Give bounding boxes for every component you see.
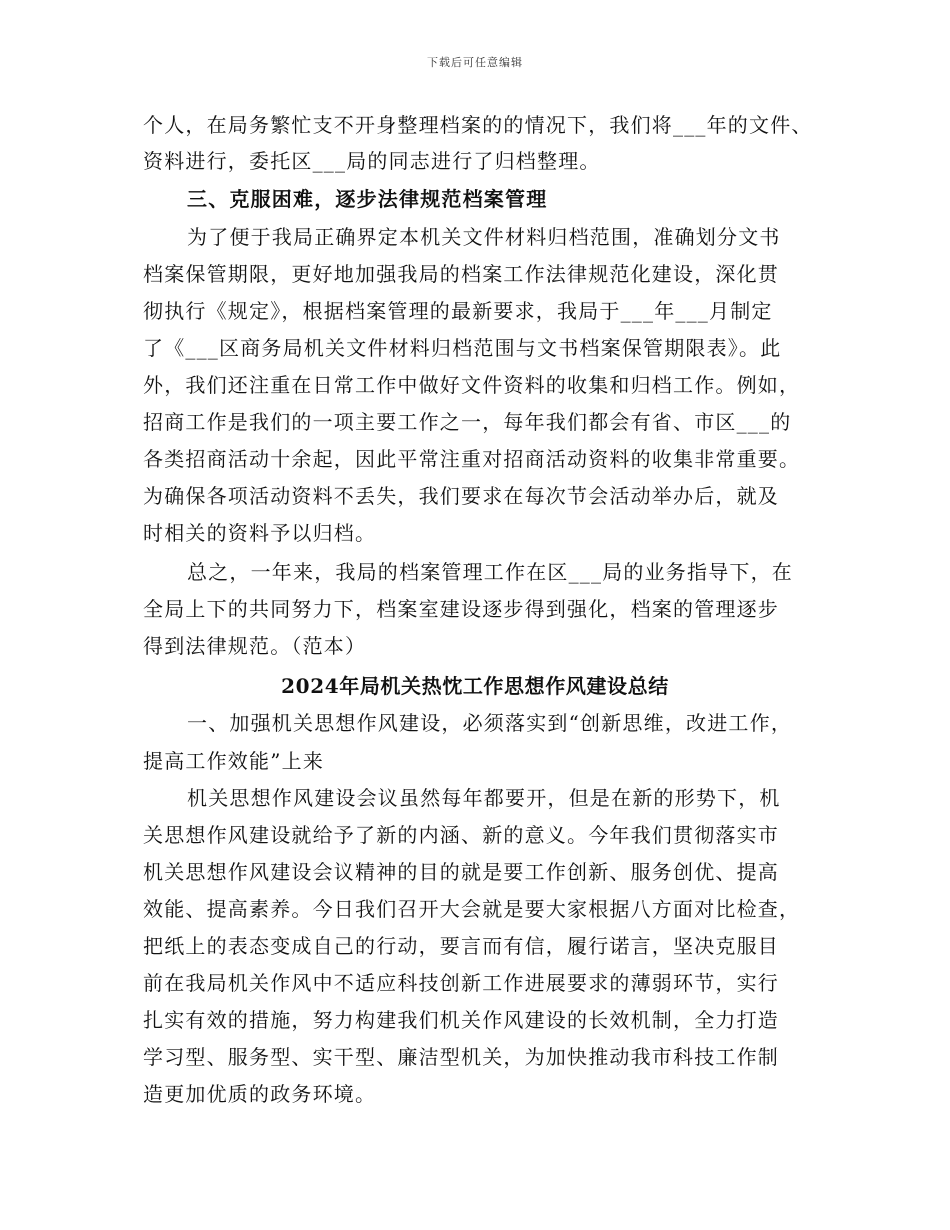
paragraph-line: 把纸上的表态变成自己的行动，要言而有信，履行诺言，坚决克服目 xyxy=(143,934,779,958)
paragraph-line: 了《___区商务局机关文件材料归档范围与文书档案保管期限表》。此 xyxy=(143,336,782,360)
paragraph-line: 前在我局机关作风中不适应科技创新工作进展要求的薄弱环节，实行 xyxy=(143,971,779,995)
paragraph-line: 为了便于我局正确界定本机关文件材料归档范围，准确划分文书 xyxy=(187,225,781,249)
page-header: 下载后可任意编辑 xyxy=(427,56,523,69)
paragraph-line: 彻执行《规定》，根据档案管理的最新要求，我局于___年___月制定 xyxy=(143,299,773,323)
paragraph-line: 全局上下的共同努力下，档案室建设逐步得到强化，档案的管理逐步 xyxy=(143,597,779,621)
paragraph-line: 各类招商活动十余起，因此平常注重对招商活动资料的收集非常重要。 xyxy=(143,447,801,471)
paragraph-line: 个人，在局务繁忙支不开身整理档案的的情况下，我们将___年的文件、 xyxy=(143,113,813,137)
paragraph-line: 关思想作风建设就给予了新的内涵、新的意义。今年我们贯彻落实市 xyxy=(143,823,779,847)
paragraph-line: 机关思想作风建设会议虽然每年都要开，但是在新的形势下，机 xyxy=(187,786,781,810)
paragraph-line: 学习型、服务型、实干型、廉洁型机关，为加快推动我市科技工作制 xyxy=(143,1045,779,1069)
paragraph-line: 总之，一年来，我局的档案管理工作在区___局的业务指导下，在 xyxy=(187,560,793,584)
document-title: 2024年局机关热忱工作思想作风建设总结 xyxy=(281,674,669,698)
paragraph-line: 外，我们还注重在日常工作中做好文件资料的收集和归档工作。例如， xyxy=(143,373,801,397)
paragraph-line: 为确保各项活动资料不丢失，我们要求在每次节会活动举办后，就及 xyxy=(143,484,779,508)
paragraph-line: 机关思想作风建设会议精神的目的就是要工作创新、服务创优、提高 xyxy=(143,860,779,884)
section-heading: 一、加强机关思想作风建设，必须落实到“创新思维，改进工作， xyxy=(187,711,793,735)
paragraph-line: 资料进行，委托区___局的同志进行了归档整理。 xyxy=(143,149,601,173)
paragraph-line: 时相关的资料予以归档。 xyxy=(143,521,377,545)
paragraph-line: 效能、提高素养。今日我们召开大会就是要大家根据八方面对比检查， xyxy=(143,897,801,921)
paragraph-line: 扎实有效的措施，努力构建我们机关作风建设的长效机制，全力打造 xyxy=(143,1008,779,1032)
paragraph-line: 招商工作是我们的一项主要工作之一，每年我们都会有省、市区___的 xyxy=(143,410,792,434)
paragraph-line: 得到法律规范。（范本） xyxy=(143,634,367,658)
section-heading: 三、克服困难，逐步法律规范档案管理 xyxy=(187,187,548,211)
section-heading: 提高工作效能”上来 xyxy=(143,749,325,773)
paragraph-line: 造更加优质的政务环境。 xyxy=(143,1082,377,1106)
paragraph-line: 档案保管期限，更好地加强我局的档案工作法律规范化建设，深化贯 xyxy=(143,262,779,286)
